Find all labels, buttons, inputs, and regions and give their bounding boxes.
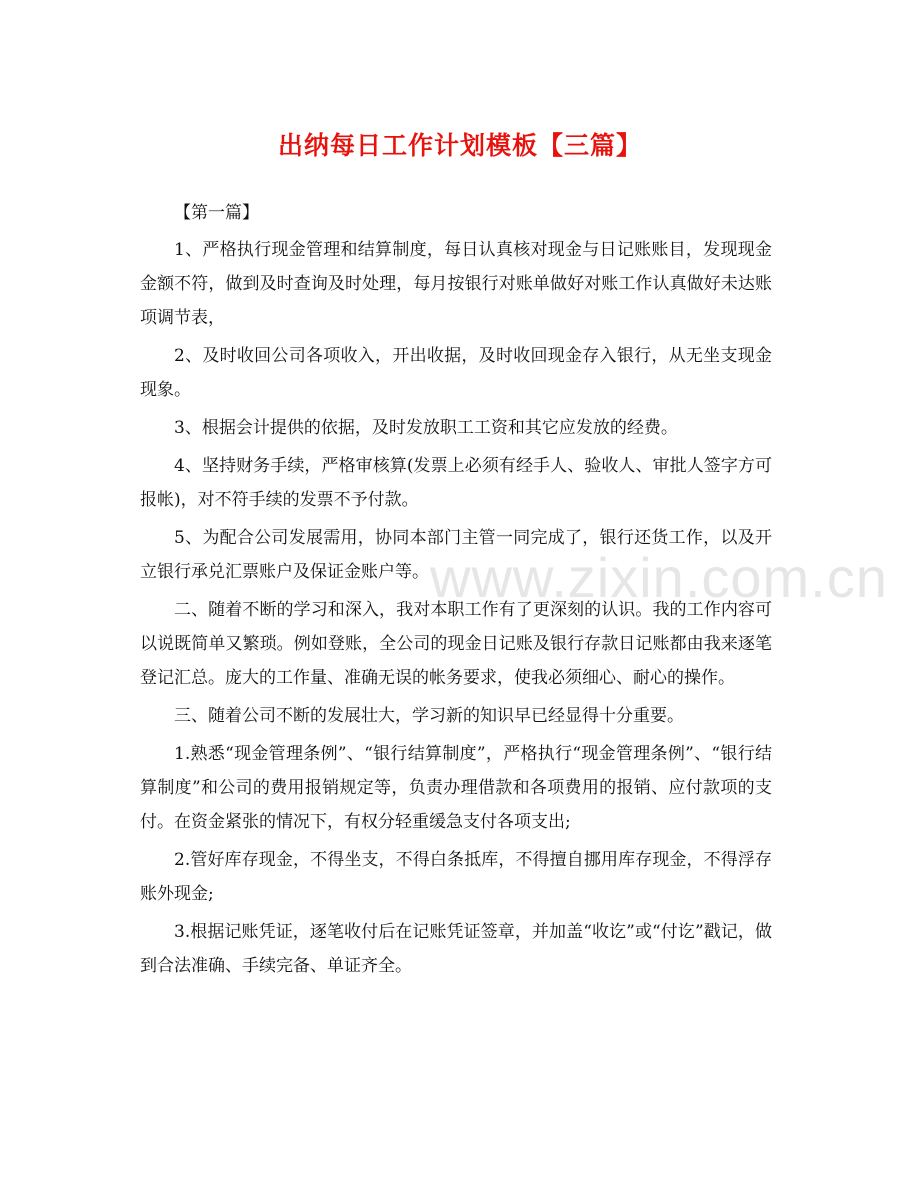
paragraph-1: 1、严格执行现金管理和结算制度，每日认真核对现金与日记账账目，发现现金金额不符，做到及时查询及时处理，每月按银行对账单做好对账工作认真做好未达账项调节表， [140, 240, 772, 328]
paragraph-5: 5、为配合公司发展需用，协同本部门主管一同完成了，银行还货工作，以及开立银行承兑汇票账户及保证金账户等。 [140, 528, 772, 582]
watermark: www.zixin.com.cn [430, 546, 888, 609]
paragraph-4: 4、坚持财务手续，严格审核算(发票上必须有经手人、验收人、审批人签字方可报帐)，对不符手续的发票不予付款。 [140, 456, 772, 510]
paragraph-2: 2、及时收回公司各项收入，开出收据，及时收回现金存入银行，从无坐支现金现象。 [140, 346, 772, 400]
paragraph-8: 1.熟悉“现金管理条例”、“银行结算制度”，严格执行“现金管理条例”、“银行结算制度”和公司的费用报销规定等，负责办理借款和各项费用的报销、应付款项的支付。在资金紧张的情况下，有权分轻重缓急支付各项支出; [140, 744, 772, 832]
paragraph-9: 2.管好库存现金，不得坐支，不得白条抵库，不得擅自挪用库存现金，不得浮存账外现金; [140, 850, 772, 904]
document-title: 出纳每日工作计划模板【三篇】 [277, 131, 642, 160]
document-body [140, 198, 772, 987]
paragraph-10: 3.根据记账凭证，逐笔收付后在记账凭证签章，并加盖“收讫”或“付讫”戳记，做到合法准确、手续完备、单证齐全。 [140, 922, 772, 976]
section-label: 【第一篇】 [174, 203, 259, 223]
paragraph-7: 三、随着公司不断的发展壮大，学习新的知识早已经显得十分重要。 [174, 706, 684, 726]
paragraph-6: 二、随着不断的学习和深入，我对本职工作有了更深刻的认识。我的工作内容可以说既简单又繁琐。例如登账，全公司的现金日记账及银行存款日记账都由我来逐笔登记汇总。庞大的工作量、准确无误的帐务要求，使我必须细心、耐心的操作。 [140, 600, 772, 688]
paragraph-3: 3、根据会计提供的依据，及时发放职工工资和其它应发放的经费。 [174, 418, 678, 438]
